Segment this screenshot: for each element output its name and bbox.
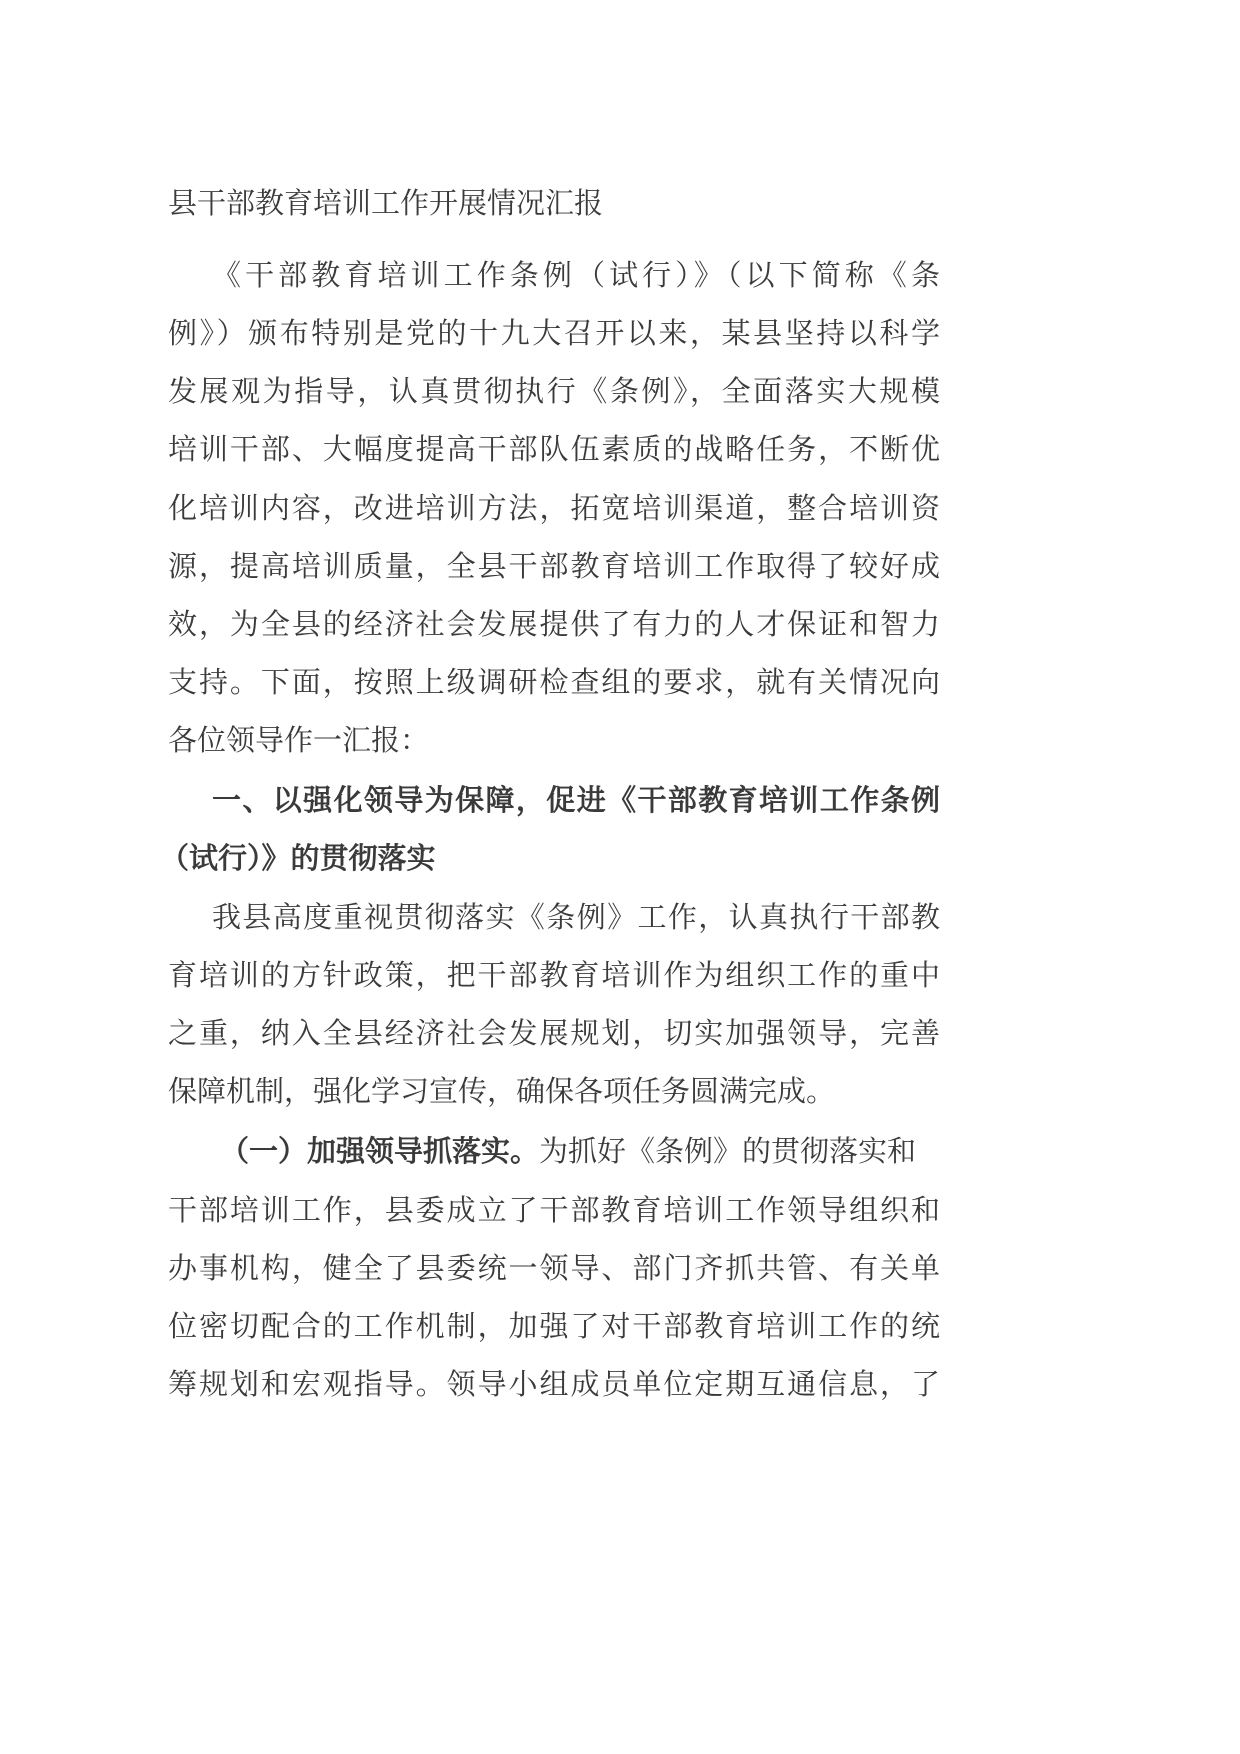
intro-line: 例》）颁布特别是党的十九大召开以来，某县坚持以科学 [168,316,940,350]
section-heading: （试行）》的贯彻落实 [160,841,436,875]
intro-line: 《干部教育培训工作条例（试行）》（以下简称《条 [212,258,940,292]
subsection-line: 筹规划和宏观指导。领导小组成员单位定期互通信息，了 [168,1367,940,1401]
subsection-text: 为抓好《条例》的贯彻落实和 [539,1134,917,1168]
intro-line: 支持。下面，按照上级调研检查组的要求，就有关情况向 [168,665,940,699]
document-title: 县干部教育培训工作开展情况汇报 [168,186,604,220]
subsection-line: 干部培训工作，县委成立了干部教育培训工作领导组织和 [168,1193,940,1227]
subsection-line: 位密切配合的工作机制，加强了对干部教育培训工作的统 [168,1309,940,1343]
subsection-line: 办事机构，健全了县委统一领导、部门齐抓共管、有关单 [168,1251,940,1285]
section-heading: 一、以强化领导为保障，促进《干部教育培训工作条例 [212,783,940,817]
subsection-heading: （一）加强领导抓落实。 [220,1134,540,1168]
intro-line: 培训干部、大幅度提高干部队伍素质的战略任务，不断优 [168,432,940,466]
subsection-first-line [168,1133,940,1169]
intro-line: 各位领导作一汇报： [168,723,430,757]
intro-line: 效，为全县的经济社会发展提供了有力的人才保证和智力 [168,607,940,641]
intro-line: 化培训内容，改进培训方法，拓宽培训渠道，整合培训资 [168,491,940,525]
section-line: 育培训的方针政策，把干部教育培训作为组织工作的重中 [168,958,940,992]
section-line: 我县高度重视贯彻落实《条例》工作，认真执行干部教 [212,900,940,934]
section-line: 之重，纳入全县经济社会发展规划，切实加强领导，完善 [168,1016,940,1050]
section-line: 保障机制，强化学习宣传，确保各项任务圆满完成。 [168,1074,836,1108]
intro-line: 源，提高培训质量，全县干部教育培训工作取得了较好成 [168,549,940,583]
intro-line: 发展观为指导，认真贯彻执行《条例》，全面落实大规模 [168,374,940,408]
